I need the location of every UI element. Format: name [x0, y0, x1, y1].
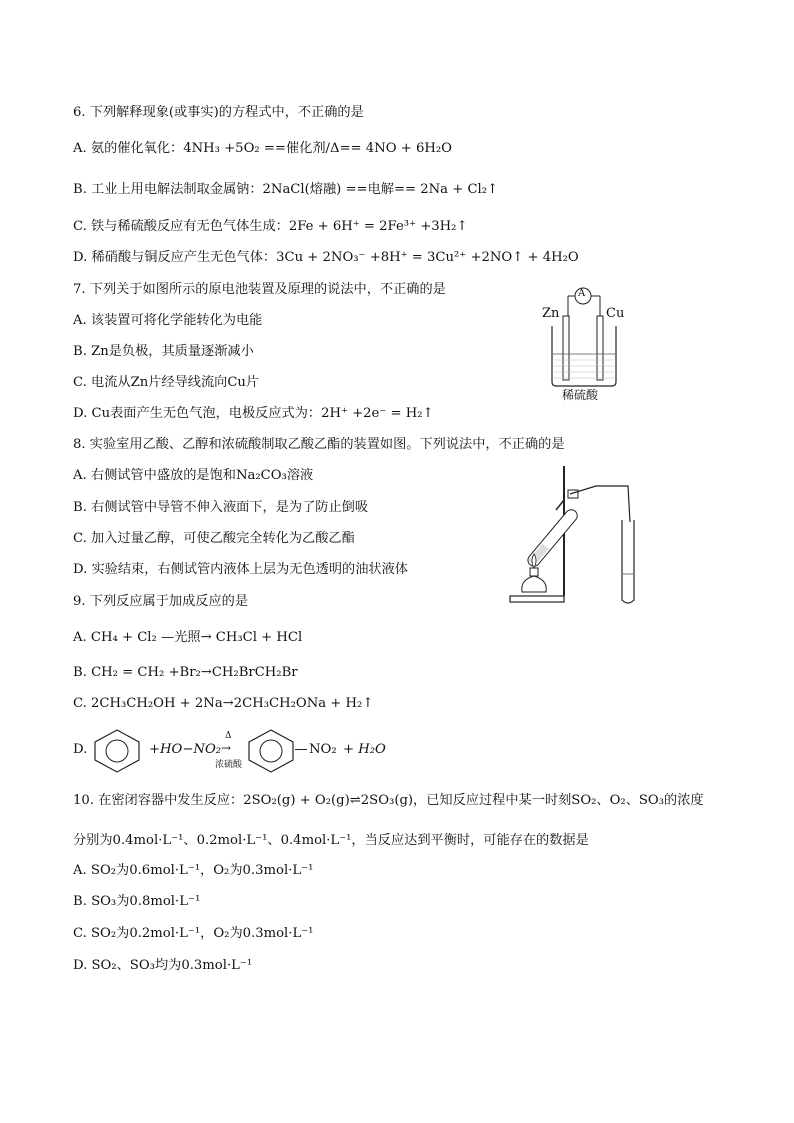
- q6-option-c: C. 铁与稀硫酸反应有无色气体生成：2Fe + 6H⁺ = 2Fe³⁺ +3H₂↑: [73, 219, 468, 234]
- q7-option-c: C. 电流从Zn片经导线流向Cu片: [73, 375, 260, 390]
- q6-option-d: D. 稀硝酸与铜反应产生无色气体：3Cu + 2NO₃⁻ +8H⁺ = 3Cu²⁺ +2NO↑ + 4H₂O: [73, 250, 579, 265]
- catalyst-label: 浓硫酸: [215, 760, 243, 770]
- q6-option-b: B. 工业上用电解法制取金属钠：2NaCl(熔融) ==电解== 2Na + Cl₂↑: [73, 182, 499, 197]
- q10-stem-line1: 10. 在密闭容器中发生反应：2SO₂(g) + O₂(g)⇌2SO₃(g)，已知反应过程中某一时刻SO₂、O₂、SO₃的浓度: [73, 793, 704, 808]
- copper-electrode-label: Cu: [606, 306, 625, 321]
- q6-stem: 6. 下列解释现象(或事实)的方程式中，不正确的是: [73, 105, 364, 120]
- q8-option-b: B. 右侧试管中导管不伸入液面下，是为了防止倒吸: [73, 500, 369, 515]
- esterification-apparatus-figure: [506, 462, 646, 608]
- q9-option-c: C. 2CH₃CH₂OH + 2Na→2CH₃CH₂ONa + H₂↑: [73, 696, 374, 711]
- q9-stem: 9. 下列反应属于加成反应的是: [73, 594, 249, 609]
- q7-stem: 7. 下列关于如图所示的原电池装置及原理的说法中，不正确的是: [73, 282, 446, 297]
- q7-option-a: A. 该装置可将化学能转化为电能: [73, 313, 263, 328]
- q6-option-a: A. 氨的催化氧化：4NH₃ +5O₂ ==催化剂/Δ== 4NO + 6H₂O: [73, 141, 452, 156]
- heat-symbol: Δ: [225, 731, 232, 741]
- q8-option-c: C. 加入过量乙醇，可使乙酸完全转化为乙酸乙酯: [73, 531, 355, 546]
- q10-stem-line2: 分别为0.4mol·L⁻¹、0.2mol·L⁻¹、0.4mol·L⁻¹，当反应达到平衡时，可能存在的数据是: [73, 833, 589, 848]
- q9-option-d-label: D.: [73, 742, 88, 757]
- q9-option-b: B. CH₂ = CH₂ +Br₂→CH₂BrCH₂Br: [73, 665, 298, 680]
- q9-option-a: A. CH₄ + Cl₂ —光照→ CH₃Cl + HCl: [73, 630, 303, 645]
- q8-stem: 8. 实验室用乙酸、乙醇和浓硫酸制取乙酸乙酯的装置如图。下列说法中，不正确的是: [73, 437, 565, 452]
- q9-option-d: [73, 727, 413, 775]
- reaction-arrow-icon: →: [221, 741, 232, 755]
- q7-option-d: D. Cu表面产生无色气泡，电极反应式为：2H⁺ +2e⁻ = H₂↑: [73, 406, 434, 421]
- q10-option-b: B. SO₃为0.8mol·L⁻¹: [73, 894, 201, 909]
- esterification-apparatus-diagram: [506, 462, 646, 608]
- nitro-group-label: NO₂: [309, 742, 337, 757]
- q10-option-a: A. SO₂为0.6mol·L⁻¹，O₂为0.3mol·L⁻¹: [73, 863, 314, 878]
- q7-option-b: B. Zn是负极，其质量逐渐减小: [73, 344, 254, 359]
- nitrobenzene-ring-icon: [245, 729, 297, 773]
- solution-label: 稀硫酸: [562, 388, 599, 402]
- nitric-acid-term: +HO−NO₂: [149, 742, 222, 757]
- q10-option-d: D. SO₂、SO₃均为0.3mol·L⁻¹: [73, 958, 253, 973]
- benzene-ring-icon: [91, 729, 143, 773]
- water-product: + H₂O: [343, 742, 386, 757]
- ammeter-label: A: [578, 288, 586, 299]
- q10-option-c: C. SO₂为0.2mol·L⁻¹，O₂为0.3mol·L⁻¹: [73, 926, 314, 941]
- bond-line: [295, 749, 307, 750]
- zinc-electrode-label: Zn: [542, 306, 560, 321]
- q8-option-d: D. 实验结束，右侧试管内液体上层为无色透明的油状液体: [73, 562, 408, 577]
- galvanic-cell-figure: [538, 286, 638, 404]
- q8-option-a: A. 右侧试管中盛放的是饱和Na₂CO₃溶液: [73, 468, 314, 483]
